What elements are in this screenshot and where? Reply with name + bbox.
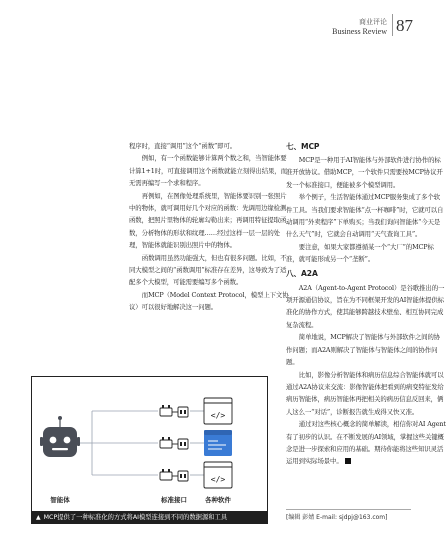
paragraph-text: 通过对这些核心概念的简单解读，相信你对AI Agent有了初步的认识。在不断发展的AI领域，掌握这些关键概念是进一步探索和应用的基础。期待你能将这些知识灵活运用到实际场景中。 <box>286 420 446 466</box>
svg-text:</>: </> <box>210 411 226 420</box>
figure-caption <box>31 511 268 524</box>
plug-icon <box>160 437 188 449</box>
paragraph: 再例如，在图像处理系统里，智能体要识别一张照片中的物体，就可调用好几个对应的函数：先调用边缘检测函数，把照片里物体的轮廓勾勒出来；再调用特征提取函数，分析物体的形状和纹理……经过这样一层一层的处理，智能体就能识别出照片中的物体。 <box>129 191 287 250</box>
right-column <box>286 140 446 468</box>
paragraph: MCP是一种用于AI智能体与外部软件进行协作的标准开放协议。借助MCP，一个软件只需要按MCP协议开发一个标准接口，便能被多个模型调用。 <box>286 156 443 189</box>
agent-robot-icon <box>40 416 80 457</box>
plug-icon <box>160 405 188 417</box>
figure-caption-text: MCP提供了一种标准化的方式将AI模型连接到不同的数据源和工具 <box>43 514 228 521</box>
code-window-icon <box>204 462 232 488</box>
magazine-title-en: Business Review <box>332 27 387 36</box>
section-title-mcp: 七、MCP <box>286 142 320 151</box>
paragraph: 要注意，如果大家都遵循某一个“大厂”的MCP标准，就可能形成另一个“垄断”。 <box>286 242 434 264</box>
paragraph: 简单地说，MCP解决了智能体与外部软件之间的协作问题；而A2A则解决了智能体与智能体之间的协作问题。 <box>286 333 441 367</box>
section-title-a2a: 八、A2A <box>286 268 318 278</box>
triangle-icon: ▲ <box>36 514 41 521</box>
mcp-diagram-svg <box>32 377 267 511</box>
paragraph: 举个例子，生活智能体通过MCP服务集成了多个软件工具。当我们要求智能体“点一杯咖啡”时，它就可以自动调用“外卖程序”下单购买；当我们询问智能体“今天是什么天气”时，它就会自动调用“天气查询工具”。 <box>286 193 444 239</box>
editor-footer: [编辑 彭婧 E-mail: sjdpj@163.com] <box>286 509 411 521</box>
svg-text:</>: </> <box>210 475 226 484</box>
label-standard-interface: 标准接口 <box>161 496 187 504</box>
label-software: 各种软件 <box>205 496 231 504</box>
end-mark-icon <box>345 458 351 464</box>
paragraph: 比如，影像分析智能体和病历信息综合智能体就可以通过A2A协议来交流：影像智能体把看到的病变特征发给病历智能体，病历智能体再把相关的病历信息反回来，俩人这么一“对话”，诊断报告就生成得又快又准。 <box>286 370 444 416</box>
page-number: 87 <box>396 16 413 35</box>
paragraph: 函数调用虽然功能强大，但也有很多问题。比如，不同大模型之间的“函数调用”标准存在差异，这导致为了适配多个大模型，可能需要编写多个函数。 <box>129 253 287 287</box>
header-divider <box>392 14 393 36</box>
code-window-icon <box>204 398 232 424</box>
paragraph: 而MCP（Model Context Protocol，模型上下文协议）可以很好地解决这一问题。 <box>129 290 289 312</box>
mcp-diagram <box>31 376 268 512</box>
page-header <box>332 12 413 36</box>
paragraph-final <box>286 418 446 468</box>
plug-icon <box>160 469 188 481</box>
magazine-title <box>332 18 387 36</box>
paragraph: 程序时，直接“调用”这个“函数”即可。 <box>129 142 237 150</box>
terminal-window-icon <box>204 430 232 456</box>
magazine-title-cn: 商业评论 <box>359 18 387 26</box>
label-agent: 智能体 <box>50 496 70 504</box>
paragraph: A2A（Agent-to-Agent Protocol）是谷歌推出的一项开源通信协议，旨在为不同框架开发的AI智能体提供标准化的协作方式，使其能够跨越技术壁垒、相互协同完成复杂流程。 <box>286 283 445 329</box>
paragraph: 例如，有一个函数能够计算两个数之和，当智能体要计算1+1时，可直接调用这个函数就能立刻得出结果，而无需再编写一个求和程序。 <box>129 154 287 188</box>
left-column <box>129 140 289 314</box>
